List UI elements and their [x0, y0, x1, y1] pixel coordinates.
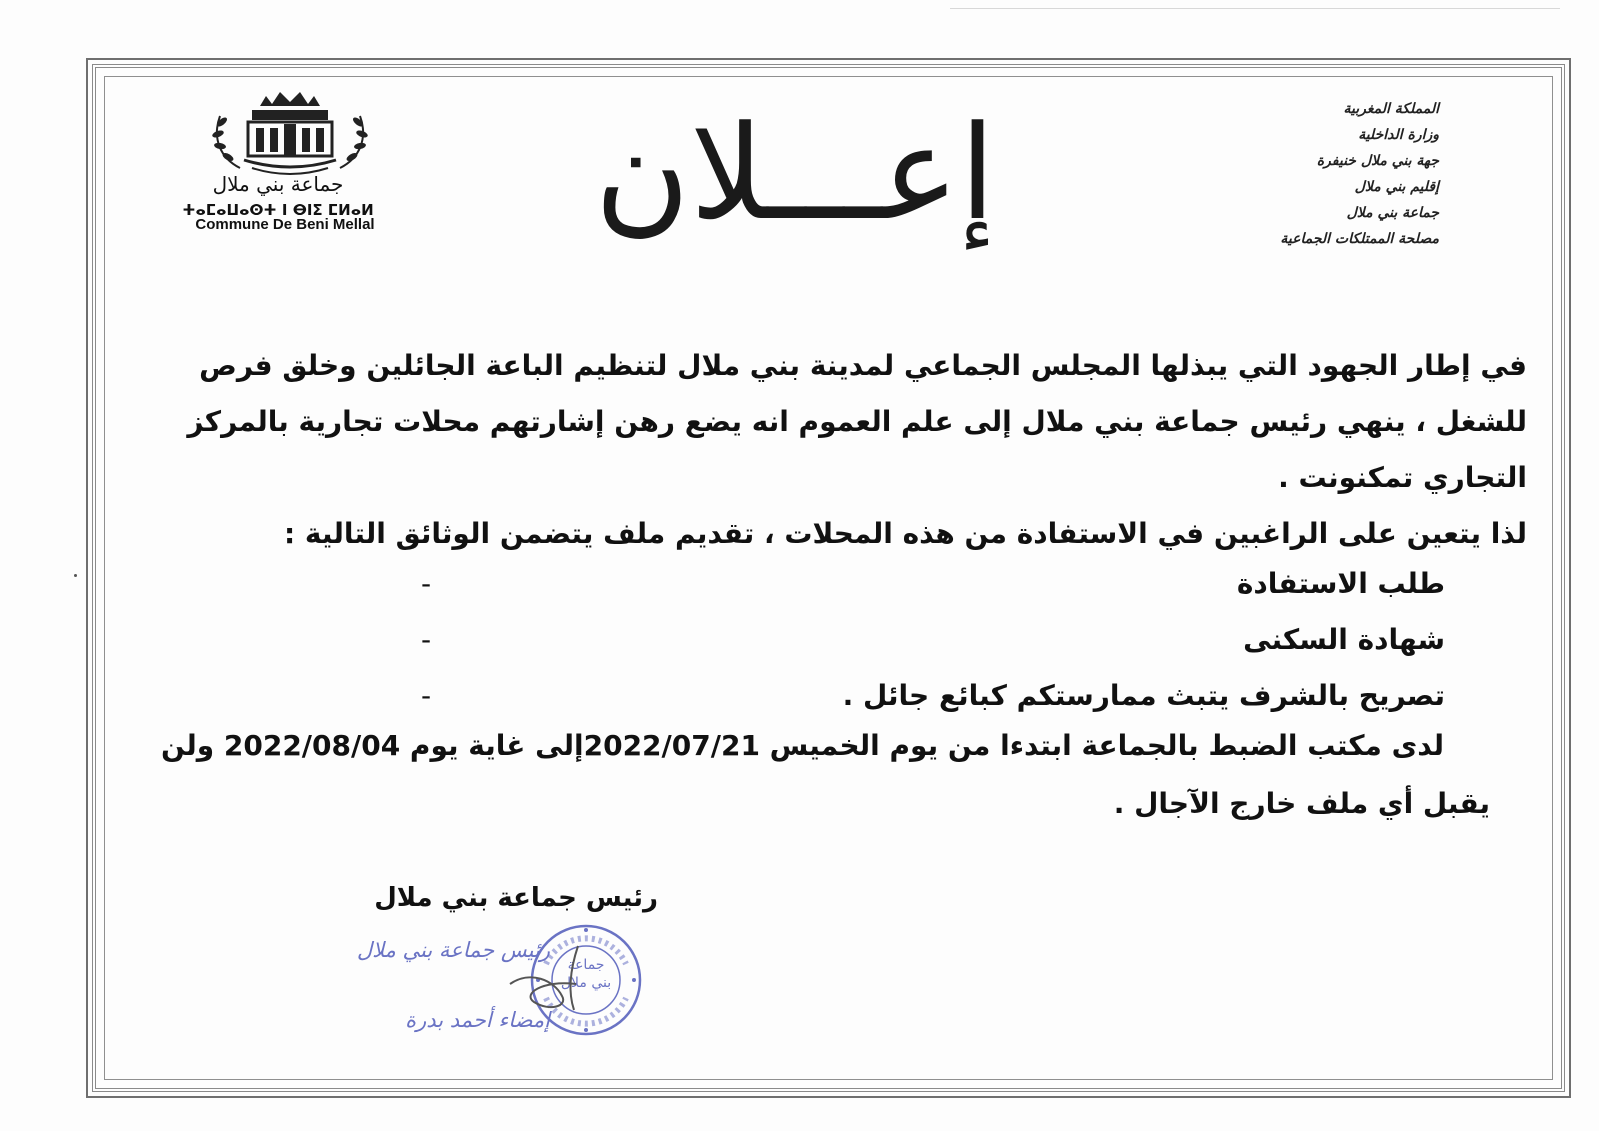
header-line-ministry: وزارة الداخلية — [1358, 127, 1439, 143]
closing-line-1: لدى مكتب الضبط بالجماعة ابتدءا من يوم الخميس 2022/07/21إلى غاية يوم 2022/08/04 ولن — [161, 729, 1444, 762]
list-dash: - — [420, 623, 432, 656]
handwritten-name: إمضاء أحمد بدرة — [405, 1008, 550, 1032]
logo-french-name: Commune De Beni Mellal — [195, 216, 375, 233]
announcement-body — [132, 338, 1527, 562]
list-item — [400, 556, 1445, 612]
logo-arabic-name: جماعة بني ملال — [212, 172, 344, 196]
header-line-kingdom: المملكة المغربية — [1343, 101, 1439, 117]
required-documents-list — [400, 556, 1445, 724]
list-item — [400, 612, 1445, 668]
list-item-text: شهادة السكنى — [1243, 623, 1445, 656]
body-line-3: التجاري تمكنونت . — [1278, 461, 1527, 494]
body-line-2: للشغل ، ينهي رئيس جماعة بني ملال إلى علم العموم انه يضع رهن إشارتهم محلات تجارية بالمركز — [187, 405, 1527, 438]
signatory-title: رئيس جماعة بني ملال — [374, 883, 658, 913]
header-line-province: إقليم بني ملال — [1354, 179, 1439, 195]
commune-emblem-icon — [200, 88, 380, 180]
body-line-1: في إطار الجهود التي يبذلها المجلس الجماعي لمدينة بني ملال لتنظيم الباعة الجائلين وخلق فرص — [199, 349, 1527, 382]
administrative-header — [1179, 96, 1439, 252]
stamp-center-text: جماعة بني ملال — [560, 957, 612, 991]
list-item-text: طلب الاستفادة — [1236, 567, 1445, 600]
list-item-text: تصريح بالشرف يتبث ممارستكم كبائع جائل . — [842, 679, 1445, 712]
body-line-4: لذا يتعين على الراغبين في الاستفادة من هذه المحلات ، تقديم ملف يتضمن الوثائق التالية : — [283, 517, 1527, 550]
margin-mark — [74, 574, 77, 577]
logo-tifinagh-name: ⵜⴰⵎⴰⵡⴰⵙⵜ ⵏ ⴱⵏⵉ ⵎⵍⴰⵍ — [182, 201, 374, 219]
header-line-service: مصلحة الممتلكات الجماعية — [1280, 231, 1439, 247]
list-dash: - — [420, 679, 432, 712]
signature-stamp-area — [340, 920, 660, 1050]
handwritten-title: رئيس جماعة بني ملال — [356, 938, 550, 962]
header-line-region: جهة بني ملال خنيفرة — [1316, 153, 1439, 169]
page-edge-line — [950, 8, 1560, 9]
document-title: إعـــلان — [594, 97, 996, 249]
commune-logo-block — [180, 88, 390, 238]
list-item — [400, 668, 1445, 724]
list-dash: - — [420, 567, 432, 600]
closing-line-2: يقبل أي ملف خارج الآجال . — [1113, 787, 1490, 820]
header-line-commune: جماعة بني ملال — [1346, 205, 1439, 221]
